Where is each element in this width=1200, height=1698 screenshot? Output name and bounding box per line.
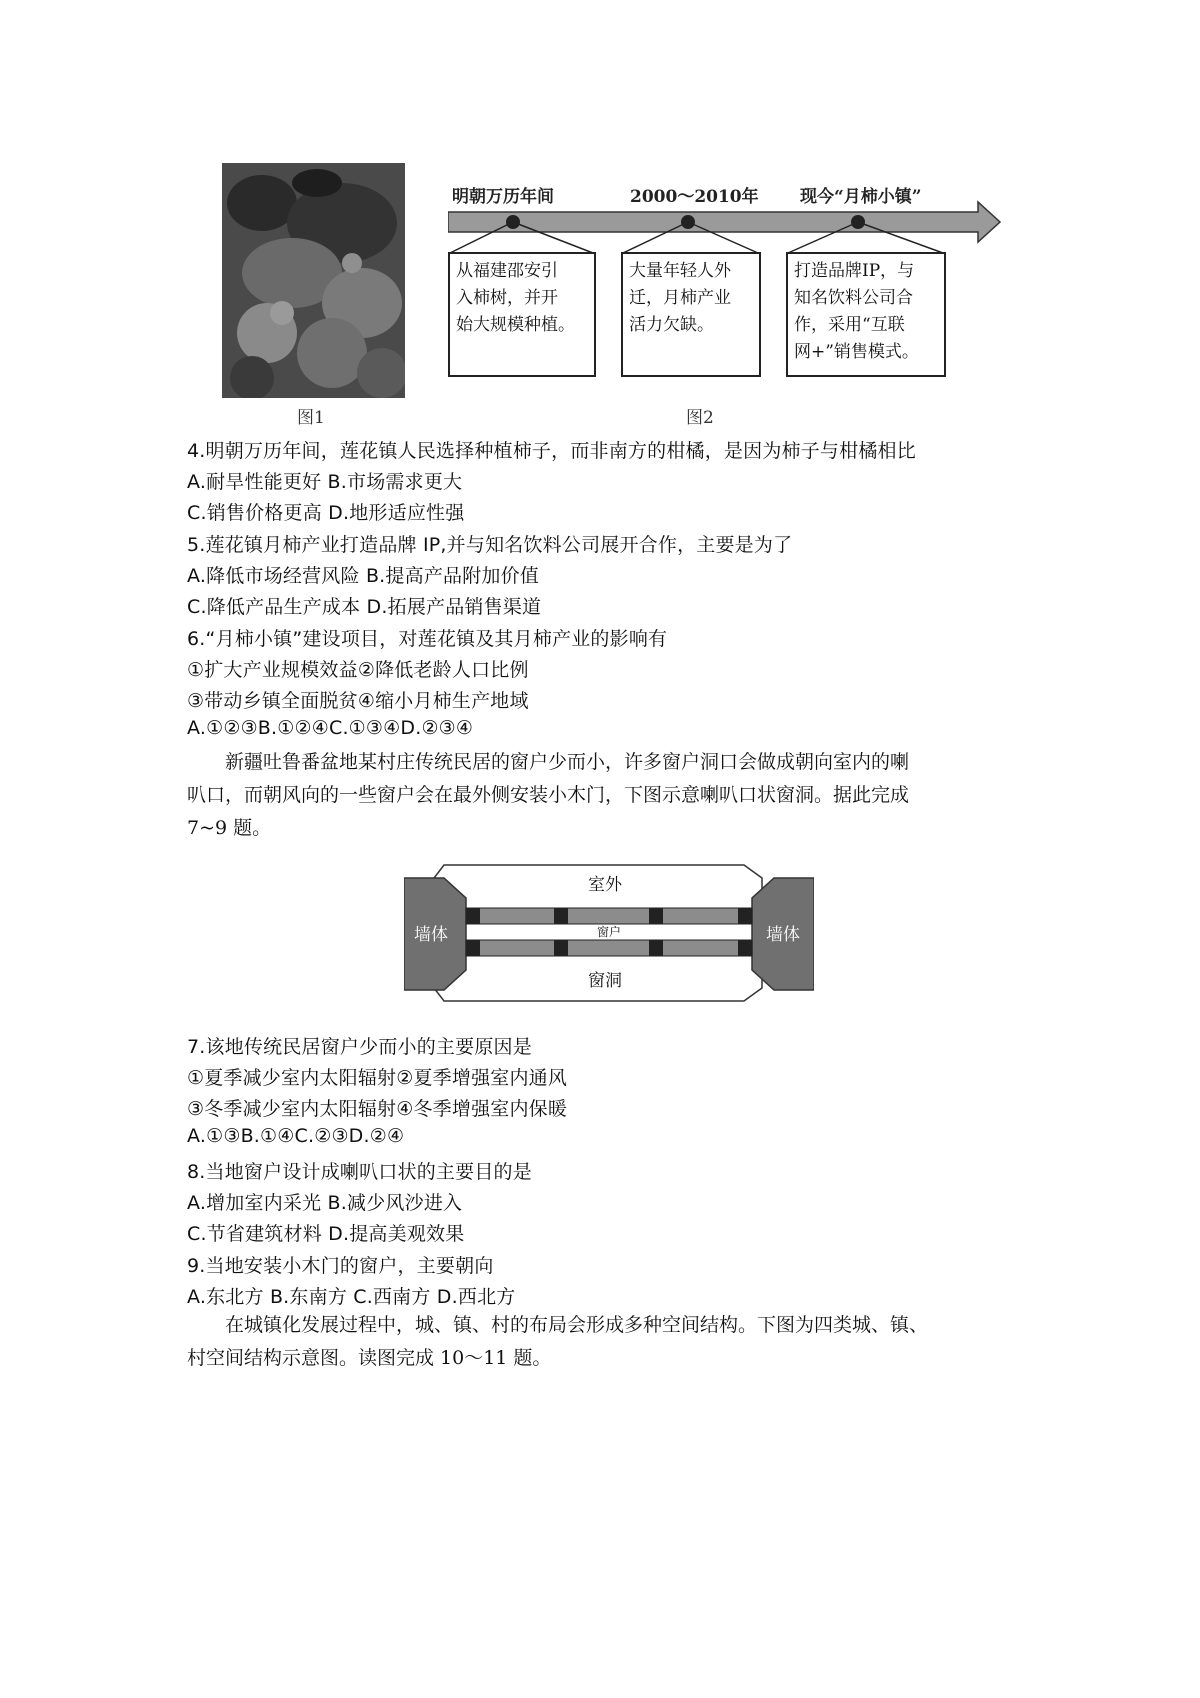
q7-items-34: ③冬季减少室内太阳辐射④冬季增强室内保暖 [187, 1098, 568, 1120]
timeline-label-2000s: 2000～2010年 [630, 187, 759, 207]
window-outside-label: 室外 [588, 875, 622, 895]
q5-options-ab: A.降低市场经营风险 B.提高产品附加价值 [187, 565, 540, 587]
intro-7-9-paragraph: 新疆吐鲁番盆地某村庄传统民居的窗户少而小，许多窗户洞口会做成朝向室内的喇 叭口，而朝风向的一些窗户会在最外侧安装小木门，下图示意喇叭口状窗洞。据此完成 7~9 题。 [187, 751, 910, 839]
q6-stem: 6.“月柿小镇”建设项目，对莲花镇及其月柿产业的影响有 [187, 628, 668, 650]
intro-10-11-paragraph: 在城镇化发展过程中，城、镇、村的布局会形成多种空间结构。下图为四类城、镇、 村空间结构示意图。读图完成 10～11 题。 [187, 1314, 929, 1369]
q8-options-ab: A.增加室内采光 B.减少风沙进入 [187, 1192, 463, 1214]
q4-options-ab: A.耐旱性能更好 B.市场需求更大 [187, 471, 463, 493]
q8-options-cd: C.节省建筑材料 D.提高美观效果 [187, 1223, 465, 1245]
q5-stem: 5.莲花镇月柿产业打造品牌 IP,并与知名饮料公司展开合作，主要是为了 [187, 534, 793, 556]
q9-options: A.东北方 B.东南方 C.西南方 D.西北方 [187, 1286, 516, 1308]
figure2-caption: 图2 [686, 408, 714, 428]
timeline-box-ming: 从福建邵安引 入柿树，并开 始大规模种植。 [448, 252, 596, 377]
q7-options: A.①③B.①④C.②③D.②④ [187, 1125, 405, 1147]
window-window-label: 窗户 [597, 925, 622, 939]
q7-items-12: ①夏季减少室内太阳辐射②夏季增强室内通风 [187, 1067, 568, 1089]
q8-stem: 8.当地窗户设计成喇叭口状的主要目的是 [187, 1161, 532, 1183]
q5-options-cd: C.降低产品生产成本 D.拓展产品销售渠道 [187, 596, 542, 618]
window-wall-right-label: 墙体 [766, 925, 800, 945]
q4-options-cd: C.销售价格更高 D.地形适应性强 [187, 502, 465, 524]
figure1-caption: 图1 [297, 408, 325, 428]
q7-stem: 7.该地传统民居窗户少而小的主要原因是 [187, 1036, 532, 1058]
window-diagram [404, 858, 814, 1008]
timeline-label-now: 现今“月柿小镇” [800, 187, 922, 207]
q4-stem: 4.明朝万历年间，莲花镇人民选择种植柿子，而非南方的柑橘，是因为柿子与柑橘相比 [187, 440, 916, 462]
window-wall-left-label: 墙体 [414, 925, 448, 945]
q6-options: A.①②③B.①②④C.①③④D.②③④ [187, 717, 474, 739]
timeline-figure [448, 187, 1003, 390]
timeline-label-ming: 明朝万历年间 [452, 187, 554, 207]
timeline-box-2000s: 大量年轻人外 迁，月柿产业 活力欠缺。 [621, 252, 761, 377]
q6-items-34: ③带动乡镇全面脱贫④缩小月柿生产地域 [187, 690, 529, 712]
timeline-box-now: 打造品牌IP，与 知名饮料公司合 作，采用“互联 网+”销售模式。 [786, 252, 946, 377]
persimmon-tree-image [222, 163, 405, 398]
q9-stem: 9.当地安装小木门的窗户，主要朝向 [187, 1255, 494, 1277]
q6-items-12: ①扩大产业规模效益②降低老龄人口比例 [187, 659, 529, 681]
window-hole-label: 窗洞 [588, 971, 622, 991]
persimmon-photo [222, 163, 405, 398]
